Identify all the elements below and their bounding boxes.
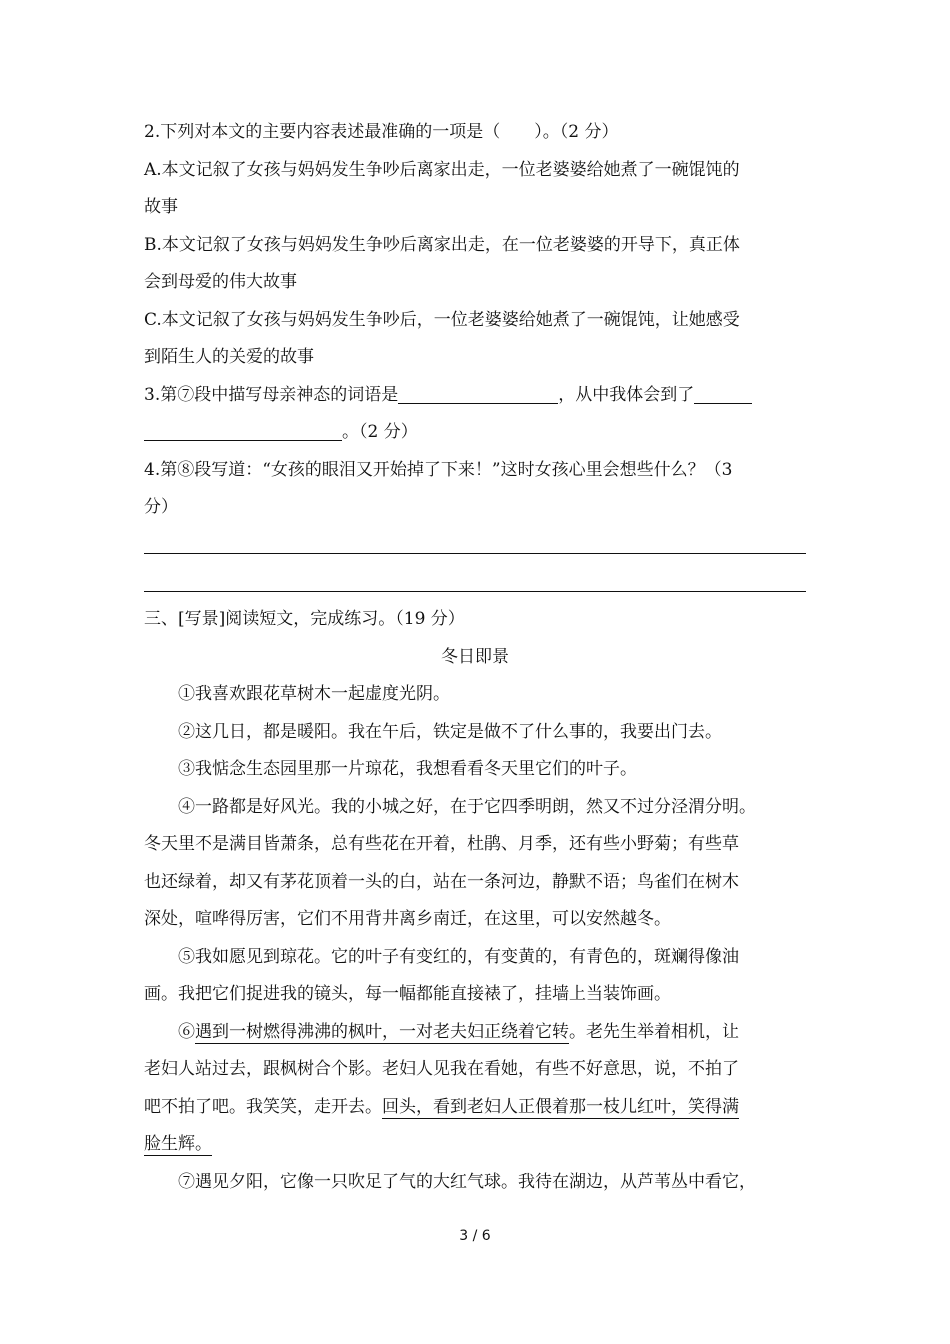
paragraph-4-line4: 深处，喧哗得厉害，它们不用背井离乡南迁，在这里，可以安然越冬。: [144, 909, 671, 929]
q2-option-b-line2: 会到母爱的伟大故事: [144, 272, 297, 292]
section3-heading: 三、[写景]阅读短文，完成练习。（19 分）: [144, 609, 465, 629]
q3-line2: [144, 421, 806, 443]
underlined-sentence-1: 遇到一树燃得沸沸的枫叶，一对老夫妇正绕着它转: [195, 1022, 569, 1042]
q3-blank-feeling[interactable]: [144, 422, 342, 441]
q2-option-a-line2: 故事: [144, 197, 178, 217]
q3-blank-word[interactable]: [398, 385, 558, 404]
paragraph-6-line3: [144, 1096, 806, 1118]
q2-option-c-line1: C.本文记叙了女孩与妈妈发生争吵后，一位老婆婆给她煮了一碗馄饨，让她感受: [144, 310, 740, 330]
q2-option-c-line2: 到陌生人的关爱的故事: [144, 347, 314, 367]
paragraph-4-line2: 冬天里不是满目皆萧条，总有些花在开着，杜鹃、月季，还有些小野菊；有些草: [144, 834, 739, 854]
q3-blank-feeling-start[interactable]: [694, 385, 752, 404]
underlined-sentence-2: 回头，看到老妇人正偎着那一枝儿红叶，笑得满: [382, 1097, 739, 1117]
q3-line1: [144, 384, 806, 406]
paragraph-6-line4: [144, 1133, 806, 1155]
paragraph-5-line1: ⑤我如愿见到琼花。它的叶子有变红的，有变黄的，有青色的，斑斓得像油: [178, 947, 739, 967]
paragraph-6-line1-rest: 。老先生举着相机，让: [569, 1022, 739, 1042]
paragraph-6-line1: [178, 1021, 806, 1043]
q2-stem: 2.下列对本文的主要内容表述最准确的一项是（ ）。（2 分）: [144, 122, 619, 142]
q4-line2: 分）: [144, 497, 178, 517]
paragraph-6-line2: 老妇人站过去，跟枫树合个影。老妇人见我在看她，有些不好意思，说，不拍了: [144, 1059, 739, 1079]
page-number: 3 / 6: [459, 1228, 491, 1244]
paragraph-6-line3-start: 吧不拍了吧。我笑笑，走开去。: [144, 1097, 382, 1117]
paragraph-6-number: ⑥: [178, 1022, 195, 1042]
paragraph-4-line3: 也还绿着，却又有茅花顶着一头的白，站在一条河边，静默不语；鸟雀们在树木: [144, 872, 739, 892]
q2-option-a-line1: A.本文记叙了女孩与妈妈发生争吵后离家出走，一位老婆婆给她煮了一碗馄饨的: [144, 160, 740, 180]
q2-option-b-line1: B.本文记叙了女孩与妈妈发生争吵后离家出走，在一位老婆婆的开导下，真正体: [144, 235, 740, 255]
paragraph-4-line1: ④一路都是好风光。我的小城之好，在于它四季明朗，然又不过分泾渭分明。: [178, 797, 756, 817]
paragraph-7-line1: ⑦遇见夕阳，它像一只吹足了气的大红气球。我待在湖边，从芦苇丛中看它，: [178, 1172, 756, 1192]
paragraph-5-line2: 画。我把它们捉进我的镜头，每一幅都能直接裱了，挂墙上当装饰画。: [144, 984, 671, 1004]
q3-score: 。（2 分）: [342, 422, 418, 442]
q4-answer-line-2[interactable]: [144, 591, 806, 592]
q4-answer-line-1[interactable]: [144, 553, 806, 554]
underlined-sentence-2-end: 脸生辉。: [144, 1134, 212, 1154]
paragraph-2: ②这几日，都是暖阳。我在午后，铁定是做不了什么事的，我要出门去。: [178, 722, 722, 742]
paragraph-3: ③我惦念生态园里那一片琼花，我想看看冬天里它们的叶子。: [178, 759, 637, 779]
q3-prompt-continued: ，从中我体会到了: [558, 385, 695, 405]
passage-title: 冬日即景: [441, 647, 509, 667]
q4-line1: 4.第⑧段写道：“女孩的眼泪又开始掉了下来！”这时女孩心里会想些什么？（3: [144, 460, 733, 480]
q3-prompt: 3.第⑦段中描写母亲神态的词语是: [144, 385, 399, 405]
paragraph-1: ①我喜欢跟花草树木一起虚度光阴。: [178, 684, 450, 704]
